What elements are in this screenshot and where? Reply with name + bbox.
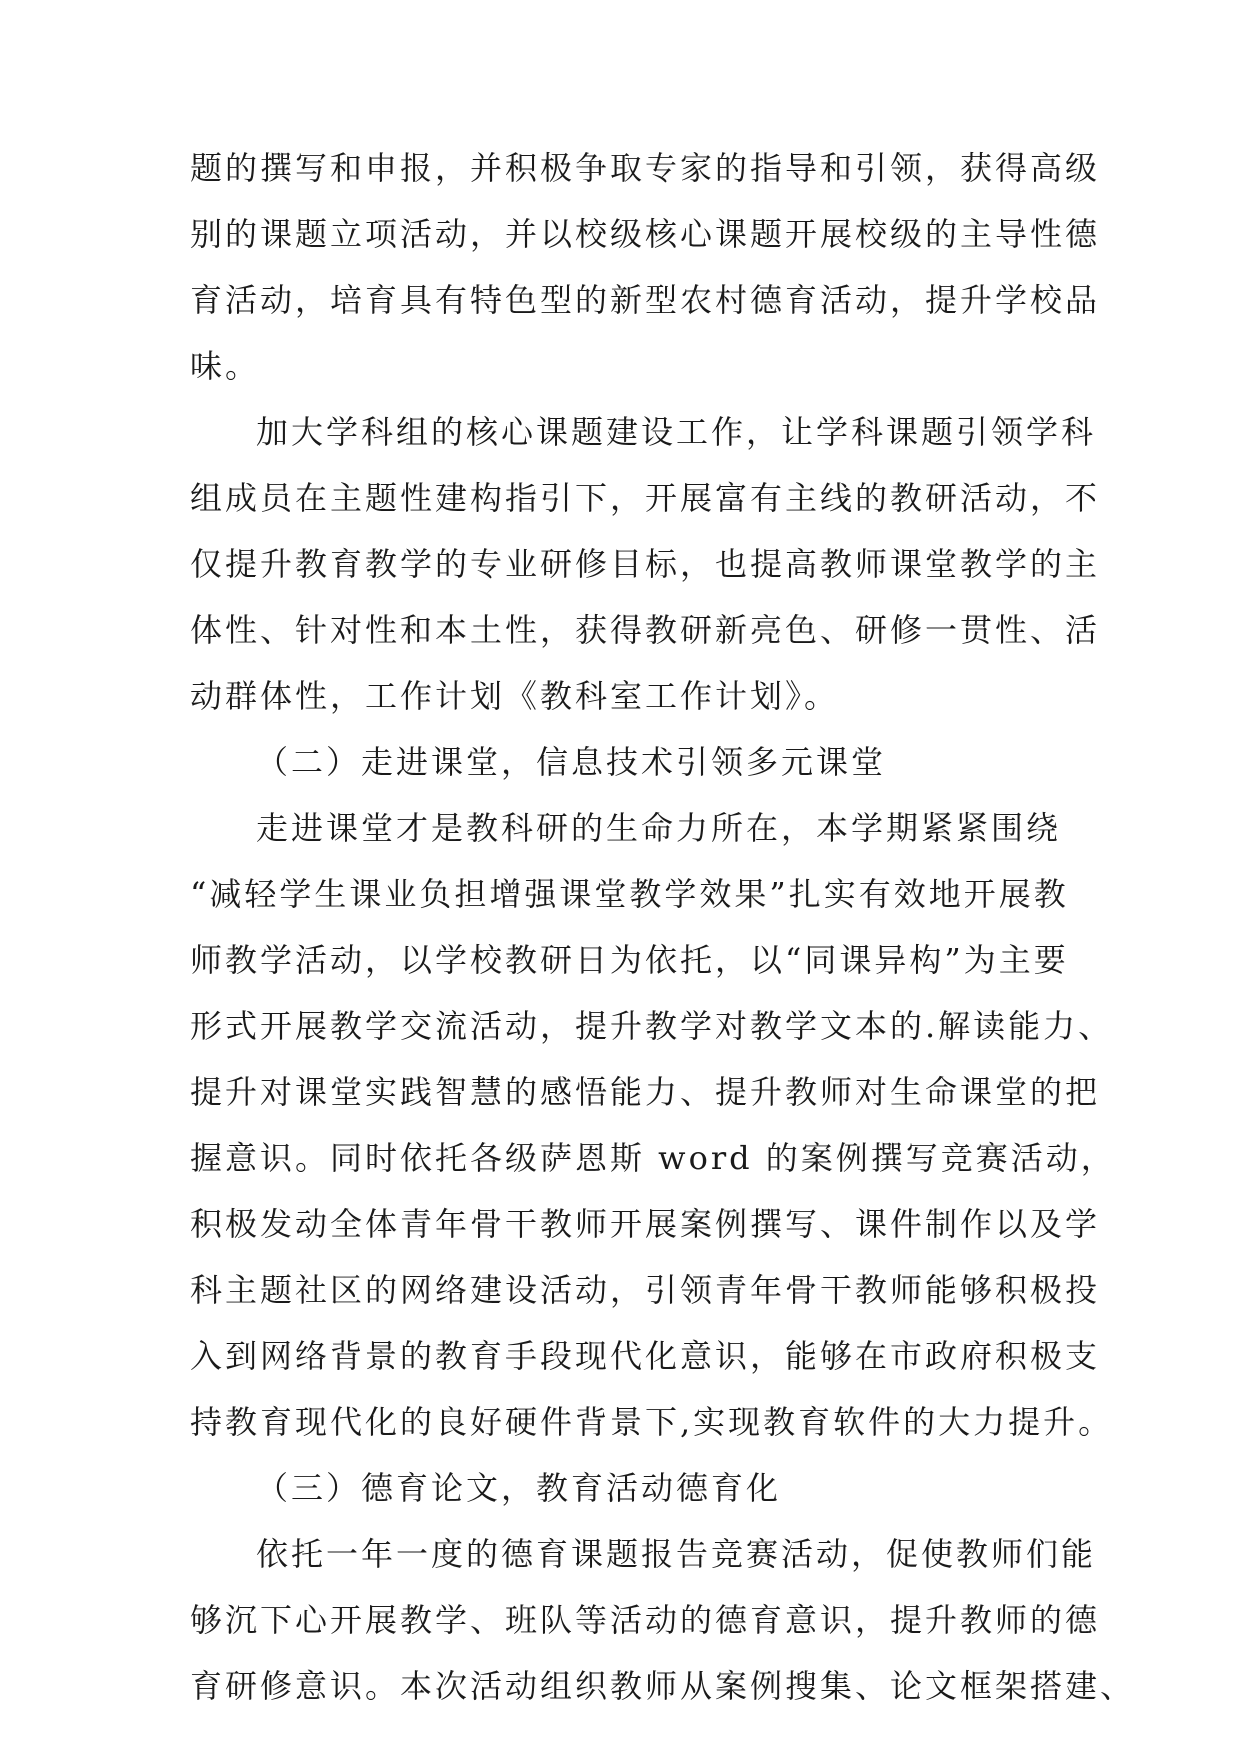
body-text-line: 动群体性，工作计划《教科室工作计划》。 [190,677,840,715]
body-text-line: 育活动，培育具有特色型的新型农村德育活动，提升学校品 [190,281,1101,319]
body-text-line: 积极发动全体青年骨干教师开展案例撰写、课件制作以及学 [190,1205,1101,1243]
body-text-line: 持教育现代化的良好硬件背景下,实现教育软件的大力提升。 [190,1403,1114,1441]
section-heading: （二）走进课堂，信息技术引领多元课堂 [256,743,887,781]
paragraph-first-line: 依托一年一度的德育课题报告竞赛活动，促使教师们能 [256,1535,1097,1573]
body-text-line: 别的课题立项活动，并以校级核心课题开展校级的主导性德 [190,215,1101,253]
body-text-line: 够沉下心开展教学、班队等活动的德育意识，提升教师的德 [190,1601,1101,1639]
body-text-line: 科主题社区的网络建设活动，引领青年骨干教师能够积极投 [190,1271,1101,1309]
paragraph-first-line: 走进课堂才是教科研的生命力所在，本学期紧紧围绕 [256,809,1062,847]
body-text-line: 味。 [190,347,261,385]
body-text-line: 育研修意识。本次活动组织教师从案例搜集、论文框架搭建、 [190,1667,1136,1705]
body-text-line: 提升对课堂实践智慧的感悟能力、提升教师对生命课堂的把 [190,1073,1101,1111]
body-text-line: 入到网络背景的教育手段现代化意识，能够在市政府积极支 [190,1337,1101,1375]
body-text-line: 握意识。同时依托各级萨恩斯 word 的案例撰写竞赛活动， [190,1139,1116,1177]
body-text-line: 组成员在主题性建构指引下，开展富有主线的教研活动，不 [190,479,1101,517]
body-text-line: 题的撰写和申报，并积极争取专家的指导和引领，获得高级 [190,149,1101,187]
body-text-line: 体性、针对性和本土性，获得教研新亮色、研修一贯性、活 [190,611,1101,649]
body-text-line: “减轻学生课业负担增强课堂教学效果”扎实有效地开展教 [190,875,1069,913]
section-heading: （三）德育论文，教育活动德育化 [256,1469,782,1507]
body-text-line: 形式开展教学交流活动，提升教学对教学文本的.解读能力、 [190,1007,1114,1045]
body-text-line: 仅提升教育教学的专业研修目标，也提高教师课堂教学的主 [190,545,1101,583]
body-text-line: 师教学活动，以学校教研日为依托，以“同课异构”为主要 [190,941,1069,979]
paragraph-first-line: 加大学科组的核心课题建设工作，让学科课题引领学科 [256,413,1097,451]
